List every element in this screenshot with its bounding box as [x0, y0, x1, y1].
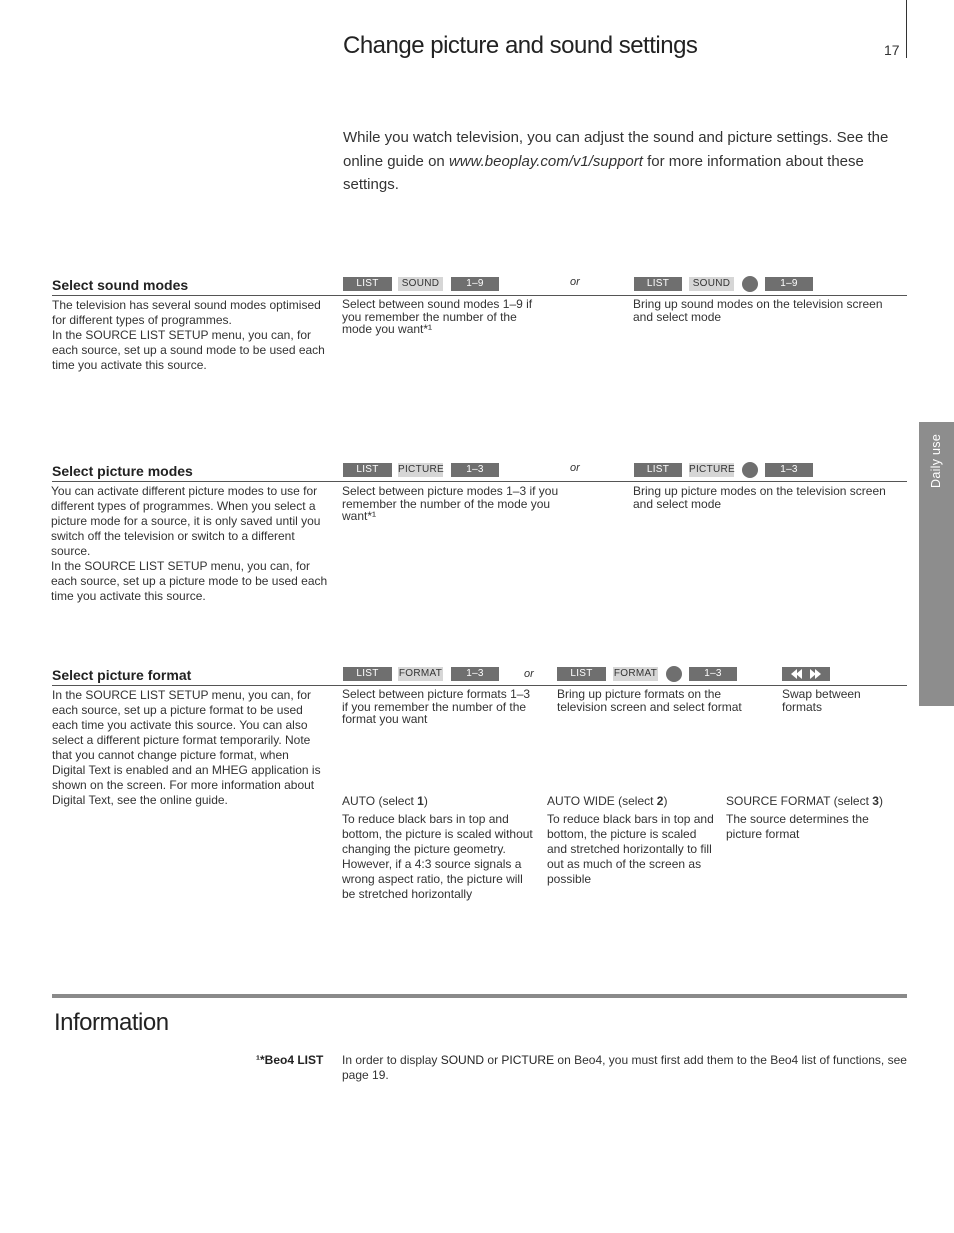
format-button: FORMAT [613, 668, 658, 679]
select-number: 1 [417, 794, 424, 808]
format-section-heading: Select picture format [52, 667, 192, 683]
information-title: Information [54, 1009, 169, 1036]
close-paren: ) [663, 794, 668, 808]
information-divider [52, 994, 907, 998]
sound-option-2-text: Bring up sound modes on the television screen and select mode [633, 297, 883, 324]
number-range-button: 1–9 [765, 277, 813, 291]
select-label: (select [830, 794, 873, 808]
picture-option-1-text: Select between picture modes 1–3 if you remember the number of the mode you want*¹ [342, 484, 559, 523]
footnote-part: on Beo4, you must first add them to the Beo4 list of functions, see page 19. [342, 1053, 907, 1082]
select-number: 2 [656, 794, 664, 808]
list-button: LIST [634, 277, 682, 291]
auto-format-heading [342, 794, 428, 808]
number-range-button: 1–3 [765, 463, 813, 477]
chapter-tab [919, 422, 954, 706]
rewind-forward-icon-glyph [782, 667, 830, 681]
picture-section-heading: Select picture modes [52, 463, 193, 479]
support-link[interactable]: www.beoplay.com/v1/support [448, 152, 643, 170]
format-divider [52, 685, 907, 686]
format-option-1-text: Select between picture formats 1–3 if you remember the number of the format you want [342, 687, 531, 726]
or-label: or [570, 276, 580, 288]
list-button: LIST [343, 277, 392, 291]
number-range-button: 1–3 [689, 667, 737, 681]
list-button: LIST [557, 667, 606, 681]
rewind-forward-icon [782, 667, 830, 681]
picture-button: PICTURE [398, 464, 444, 475]
footnote-part: or [484, 1053, 502, 1067]
picture-button: PICTURE [689, 464, 735, 475]
select-label: (select [375, 794, 418, 808]
intro-paragraph [343, 126, 908, 197]
center-button-icon [742, 276, 758, 292]
auto-wide-format-text: To reduce black bars in top and bottom, the picture is scaled and stretched horizontally to fill out as much of the screen as possible [547, 812, 714, 886]
auto-wide-format-heading [547, 794, 667, 808]
auto-format-name: AUTO [342, 794, 376, 808]
close-paren: ) [423, 794, 428, 808]
or-label: or [524, 668, 534, 680]
sound-divider [52, 295, 907, 296]
select-label: (select [614, 794, 657, 808]
footnote-label: ¹*Beo4 LIST [256, 1053, 324, 1067]
footnote-text [342, 1053, 907, 1083]
source-format-heading [726, 794, 883, 808]
chapter-tab-label: Daily use [929, 433, 943, 488]
page-number: 17 [884, 42, 900, 58]
auto-format-text: To reduce black bars in top and bottom, the picture is scaled without changing the picture geometry. However, if a 4:3 source signals a wrong aspect ratio, the picture will be stretched horizontally [342, 812, 533, 901]
select-number: 3 [872, 794, 879, 808]
footnote-sound-key: SOUND [440, 1053, 485, 1067]
picture-description: You can activate different picture modes to use for different types of programmes. When you select a picture mode for a source, it is only saved until you switch off the television or switch to a different source. In the SOURCE LIST SETUP menu, you can, for each source, set up a picture mode to be used each time you activate this source. [51, 484, 328, 603]
sound-section-heading: Select sound modes [52, 277, 189, 293]
list-button: LIST [634, 463, 682, 477]
center-button-icon [742, 462, 758, 478]
footnote-picture-key: PICTURE [501, 1053, 555, 1067]
list-button: LIST [343, 667, 392, 681]
intro-text: While you watch television, you can adjust the sound and picture settings. See the online guide on [343, 129, 889, 170]
number-range-button: 1–3 [451, 463, 499, 477]
auto-wide-format-name: AUTO WIDE [547, 794, 615, 808]
or-label: or [570, 462, 580, 474]
number-range-button: 1–3 [451, 667, 499, 681]
close-paren: ) [878, 794, 883, 808]
format-option-2-text: Bring up picture formats on the television screen and select format [557, 687, 742, 714]
sound-description: The television has several sound modes optimised for different types of programmes. In the SOURCE LIST SETUP menu, you can, for each source, set up a sound mode to be used each time you activate this source. [52, 298, 325, 372]
source-format-text: The source determines the picture format [726, 812, 869, 841]
format-description: In the SOURCE LIST SETUP menu, you can, for each source, set up a picture format to be used each time you activate this source. You can also select a different picture format temporarily. Note that you cannot change picture format, when Digital Text is enabled and an MHEG application is shown on the screen. For more information about Digital Text, see the online guide. [52, 688, 321, 807]
list-button: LIST [343, 463, 392, 477]
sound-option-1-text: Select between sound modes 1–9 if you remember the number of the mode you want*¹ [342, 297, 533, 336]
picture-option-2-text: Bring up picture modes on the television screen and select mode [633, 484, 886, 511]
center-button-icon [666, 666, 682, 682]
format-button: FORMAT [398, 668, 443, 679]
sound-button: SOUND [398, 277, 443, 291]
page-title: Change picture and sound settings [343, 32, 698, 59]
format-option-3-text: Swap between formats [782, 687, 861, 714]
footnote-part: In order to display [342, 1053, 441, 1067]
sound-button: SOUND [689, 277, 734, 291]
intro-text-end: for more information about these settings. [343, 152, 864, 193]
source-format-name: SOURCE FORMAT [726, 794, 831, 808]
picture-divider [52, 481, 907, 482]
number-range-button: 1–9 [451, 277, 499, 291]
page-edge-rule [906, 0, 907, 58]
